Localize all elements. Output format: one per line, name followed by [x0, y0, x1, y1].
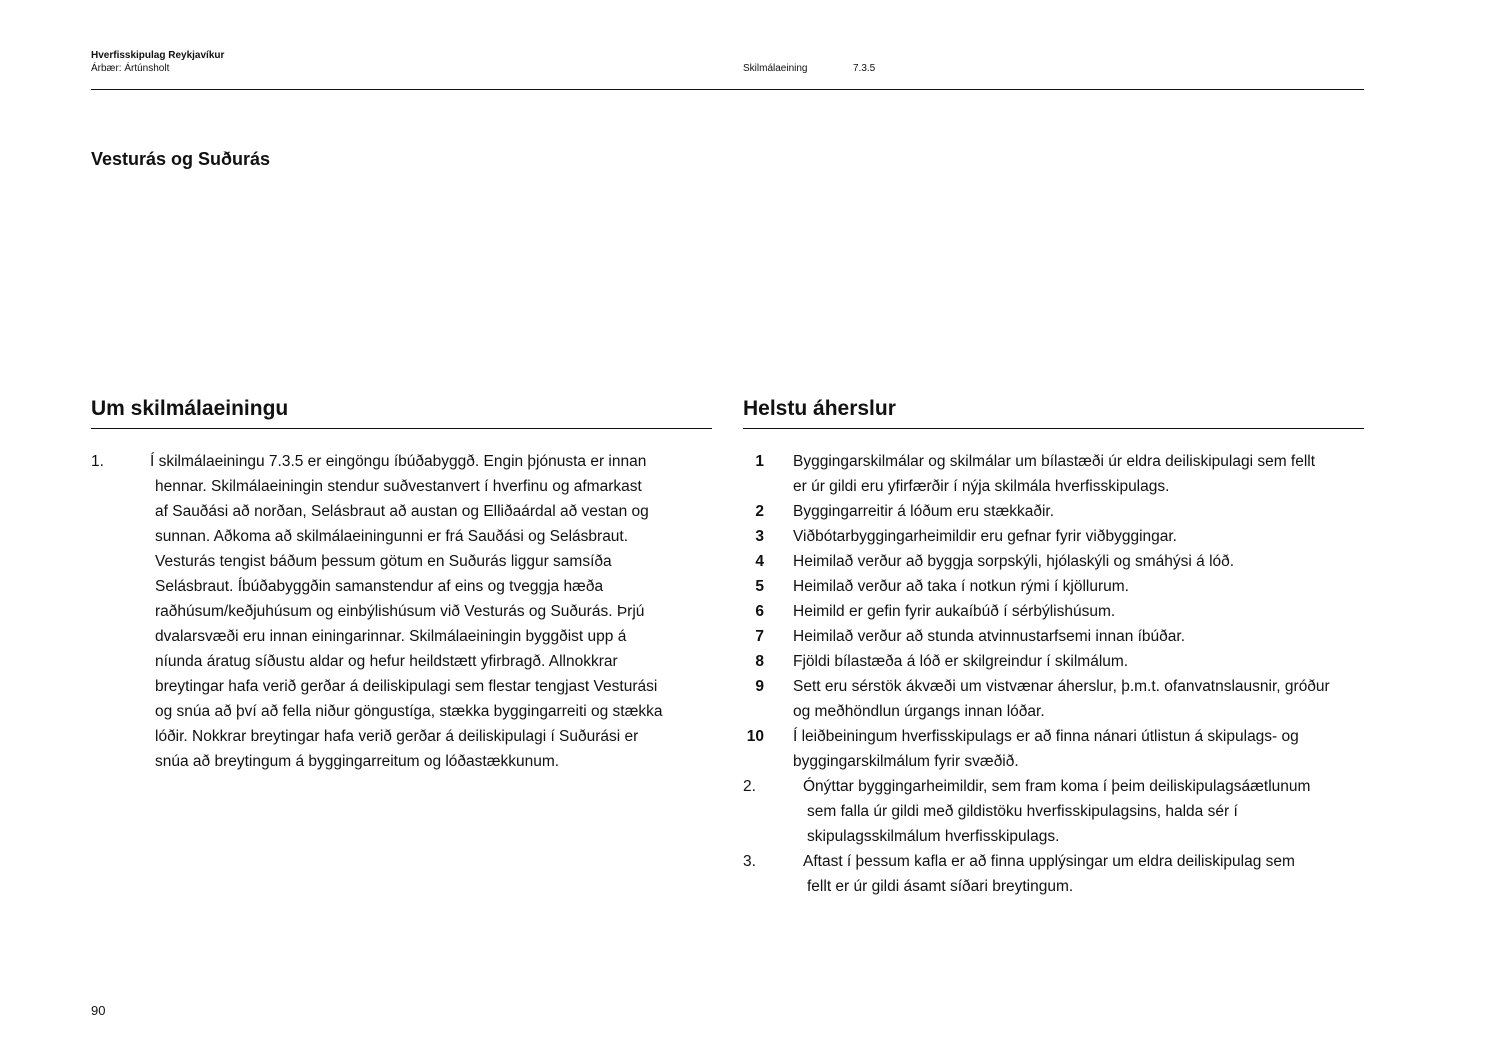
item-number: 7: [755, 628, 764, 645]
item-text: Heimild er gefin fyrir aukaíbúð í sérbýlishúsum.: [793, 603, 1116, 620]
note-line: skipulagsskilmálum hverfisskipulags.: [807, 828, 1060, 845]
item-text: Byggingarreitir á lóðum eru stækkaðir.: [793, 503, 1055, 520]
list-item: [743, 624, 1364, 649]
item-number: 10: [746, 728, 764, 745]
note-line: Aftast í þessum kafla er að finna upplýsingar um eldra deiliskipulag sem: [803, 853, 1295, 870]
paragraph-line: Í skilmálaeiningu 7.3.5 er eingöngu íbúðabyggð. Engin þjónusta er innan: [150, 453, 647, 470]
paragraph-line: snúa að breytingum á byggingarreitum og lóðastækkunum.: [155, 753, 560, 770]
paragraph-line: dvalarsvæði eru innan einingarinnar. Skilmálaeiningin byggðist upp á: [155, 628, 627, 645]
intro-paragraph: [150, 449, 710, 774]
item-number: 4: [755, 553, 764, 570]
list-item: [743, 574, 1364, 599]
item-text: Heimilað verður að stunda atvinnustarfsemi innan íbúðar.: [793, 628, 1186, 645]
note-paragraph: [803, 774, 1363, 849]
paragraph-line: lóðir. Nokkrar breytingar hafa verið gerðar á deiliskipulagi í Suðurási er: [155, 728, 639, 745]
item-number: 5: [755, 578, 764, 595]
item-text: Í leiðbeiningum hverfisskipulags er að finna nánari útlistun á skipulags- og: [793, 728, 1299, 745]
item-number: 1: [755, 453, 764, 470]
paragraph-line: og snúa að því að fella niður göngustíga, stækka byggingarreiti og stækka: [155, 703, 663, 720]
section-label: Skilmálaeining: [743, 63, 808, 74]
paragraph-line: hennar. Skilmálaeiningin stendur suðvestanvert í hverfinu og afmarkast: [155, 478, 642, 495]
list-item: [743, 724, 1364, 749]
paragraph-line: Selásbraut. Íbúðabyggðin samanstendur af eins og tveggja hæða: [155, 578, 604, 595]
item-number: 3: [755, 528, 764, 545]
paragraph-line: raðhúsum/keðjuhúsum og einbýlishúsum við Vesturás og Suðurás. Þrjú: [155, 603, 645, 620]
list-item-continuation: [743, 699, 1364, 724]
item-text: og meðhöndlun úrgangs innan lóðar.: [793, 703, 1045, 720]
item-text: Byggingarskilmálar og skilmálar um bílastæði úr eldra deiliskipulagi sem fellt: [793, 453, 1316, 470]
item-text: byggingarskilmálum fyrir svæðið.: [793, 753, 1019, 770]
left-column-heading: Um skilmálaeiningu: [91, 397, 289, 420]
item-text: Sett eru sérstök ákvæði um vistvænar áherslur, þ.m.t. ofanvatnslausnir, gróður: [793, 678, 1330, 695]
list-item: [743, 599, 1364, 624]
publication-title: Hverfisskipulag Reykjavíkur: [91, 50, 225, 61]
note-number: 2.: [743, 778, 756, 795]
item-number: 2: [755, 503, 764, 520]
header-divider: [91, 89, 1364, 90]
list-item: [743, 674, 1364, 699]
note-line: Ónýttar byggingarheimildir, sem fram koma í þeim deiliskipulagsáætlunum: [803, 778, 1311, 795]
section-code: 7.3.5: [853, 63, 876, 74]
list-item: [743, 549, 1364, 574]
list-item: [743, 649, 1364, 674]
item-number: 8: [755, 653, 764, 670]
item-number: 9: [755, 678, 764, 695]
note-number: 3.: [743, 853, 756, 870]
unit-title: Vesturás og Suðurás: [91, 149, 271, 169]
district-subtitle: Árbær: Ártúnsholt: [91, 63, 170, 74]
list-item: [743, 524, 1364, 549]
right-column-heading: Helstu áherslur: [743, 397, 896, 420]
item-text: Heimilað verður að taka í notkun rými í kjöllurum.: [793, 578, 1129, 595]
item-text: Viðbótarbyggingarheimildir eru gefnar fyrir viðbyggingar.: [793, 528, 1177, 545]
list-item: [743, 499, 1364, 524]
right-column-divider: [743, 428, 1364, 429]
note-line: fellt er úr gildi ásamt síðari breytingum.: [807, 878, 1074, 895]
item-text: Heimilað verður að byggja sorpskýli, hjólaskýli og smáhýsi á lóð.: [793, 553, 1235, 570]
paragraph-line: af Sauðási að norðan, Selásbraut að austan og Elliðaárdal að vestan og: [155, 503, 649, 520]
paragraph-line: breytingar hafa verið gerðar á deiliskipulagi sem flestar tengjast Vesturási: [155, 678, 658, 695]
page-number: 90: [91, 1003, 106, 1018]
item-text: Fjöldi bílastæða á lóð er skilgreindur í skilmálum.: [793, 653, 1129, 670]
left-column-divider: [91, 428, 712, 429]
item-number: 6: [755, 603, 764, 620]
paragraph-line: sunnan. Aðkoma að skilmálaeiningunni er frá Sauðási og Selásbraut.: [155, 528, 629, 545]
list-item: [743, 449, 1364, 474]
paragraph-line: níunda áratug síðustu aldar og hefur heildstætt yfirbragð. Allnokkrar: [155, 653, 618, 670]
note-line: sem falla úr gildi með gildistöku hverfisskipulagsins, halda sér í: [807, 803, 1238, 820]
paragraph-number: 1.: [91, 453, 104, 470]
note-paragraph: [803, 849, 1363, 899]
item-text: er úr gildi eru yfirfærðir í nýja skilmála hverfisskipulags.: [793, 478, 1170, 495]
list-item-continuation: [743, 474, 1364, 499]
list-item-continuation: [743, 749, 1364, 774]
paragraph-line: Vesturás tengist báðum þessum götum en Suðurás liggur samsíða: [155, 553, 612, 570]
